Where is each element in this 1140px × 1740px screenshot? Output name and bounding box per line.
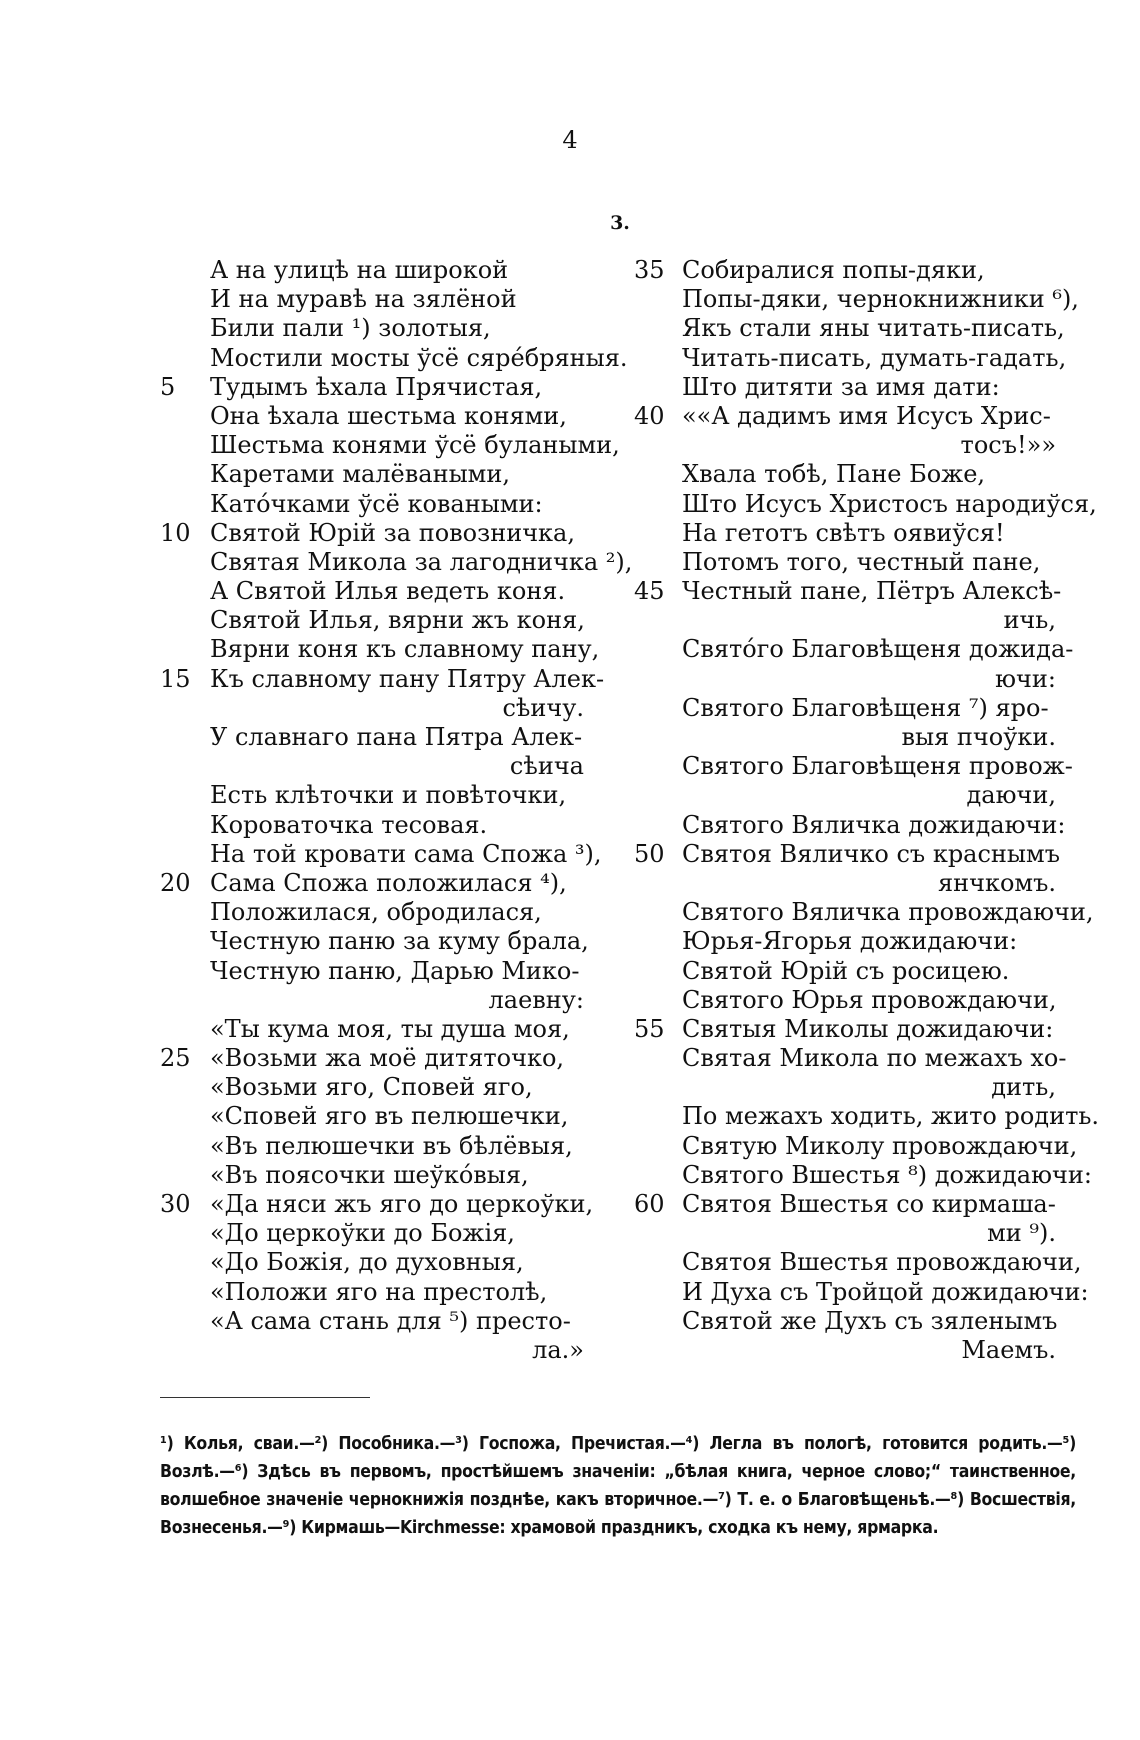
verse-line bbox=[630, 519, 1080, 548]
verse-line bbox=[630, 489, 1097, 519]
verse-line bbox=[630, 1102, 1100, 1131]
verse-text: ми ⁹). bbox=[987, 1219, 1056, 1248]
line-number: 5 bbox=[160, 372, 176, 401]
verse-line bbox=[160, 314, 600, 343]
verse-text: Мостили мосты ўсё сярéбряныя. bbox=[210, 343, 628, 372]
verse-text: Юрья-Ягорья дожидаючи: bbox=[682, 927, 1018, 956]
verse-text: Святóго Благовѣщеня дожида- bbox=[682, 635, 1074, 664]
verse-text: «До церкоўки до Божія, bbox=[210, 1219, 515, 1248]
verse-line bbox=[160, 1307, 600, 1336]
verse-line bbox=[160, 1073, 600, 1102]
verse-text: А Святой Илья ведеть коня. bbox=[210, 577, 566, 606]
verse-line bbox=[160, 1219, 600, 1248]
verse-text: Святого Юрья провождаючи, bbox=[682, 985, 1057, 1014]
verse-text: Святоя Вяличко съ краснымъ bbox=[682, 839, 1060, 868]
verse-text: «Положи яго на престолѣ, bbox=[210, 1277, 548, 1306]
verse-text: Святого Вяличка провождаючи, bbox=[682, 898, 1094, 927]
verse-line bbox=[630, 285, 1080, 314]
verse-text: тосъ!»» bbox=[960, 431, 1056, 460]
verse-text: И на муравѣ на зялёной bbox=[210, 285, 517, 314]
verse-line bbox=[630, 1073, 1080, 1102]
verse-text: А на улицѣ на широкой bbox=[210, 256, 509, 284]
verse-line bbox=[160, 1132, 600, 1161]
verse-line bbox=[160, 986, 600, 1015]
verse-line bbox=[630, 1307, 1080, 1336]
verse-text: лаевну: bbox=[488, 985, 584, 1014]
verse-line bbox=[160, 781, 600, 810]
verse-line bbox=[630, 694, 1080, 723]
verse-line bbox=[630, 665, 1080, 694]
verse-line bbox=[160, 460, 600, 489]
verse-text: Къ славному пану Пятру Алек- bbox=[210, 664, 605, 693]
verse-text: дить, bbox=[991, 1073, 1056, 1102]
line-number: 15 bbox=[160, 664, 191, 693]
verse-line bbox=[630, 986, 1080, 1015]
verse-text: Есть клѣточки и повѣточки, bbox=[210, 781, 567, 810]
verse-line bbox=[630, 460, 1080, 489]
verse-text: Святой Илья, вярни жъ коня, bbox=[210, 606, 585, 635]
verse-text: сѣичу. bbox=[502, 693, 584, 722]
verse-text: Честную паню за куму брала, bbox=[210, 927, 589, 956]
verse-text: Тудымъ ѣхала Прячистая, bbox=[210, 372, 543, 401]
verse-text: Каретами малёваными, bbox=[210, 460, 510, 489]
verse-line bbox=[630, 1160, 1092, 1190]
line-number: 60 bbox=[634, 1190, 665, 1218]
verse-line bbox=[160, 1248, 600, 1277]
verse-line bbox=[160, 373, 600, 402]
verse-line bbox=[630, 781, 1080, 810]
verse-text: Честную паню, Дарью Мико- bbox=[210, 956, 580, 985]
verse-text: «Да няси жъ яго до церкоўки, bbox=[210, 1190, 594, 1218]
verse-line bbox=[630, 1336, 1080, 1365]
verse-text: «Сповей яго въ пелюшечки, bbox=[210, 1102, 569, 1131]
verse-text: Святоя Вшестья провождаючи, bbox=[682, 1248, 1082, 1277]
line-number: 20 bbox=[160, 868, 191, 897]
verse-line bbox=[630, 1248, 1080, 1277]
line-number: 10 bbox=[160, 518, 191, 547]
verse-line bbox=[630, 314, 1080, 343]
line-number: 30 bbox=[160, 1190, 191, 1218]
page-number: 4 bbox=[562, 126, 578, 154]
verse-text: Короваточка тесовая. bbox=[210, 810, 488, 839]
verse-text: Шестьма конями ўсё булаными, bbox=[210, 431, 620, 460]
verse-text: Што дитяти за имя дати: bbox=[682, 372, 1000, 401]
verse-text: янчкомъ. bbox=[937, 868, 1056, 897]
verse-line bbox=[630, 431, 1080, 460]
verse-line bbox=[160, 811, 600, 840]
verse-line bbox=[160, 1044, 600, 1073]
verse-text: Святыя Миколы дожидаючи: bbox=[682, 1014, 1054, 1043]
verse-line bbox=[160, 256, 600, 285]
verse-line bbox=[160, 664, 605, 694]
line-number: 50 bbox=[634, 839, 665, 868]
verse-line bbox=[160, 694, 600, 723]
verse-line bbox=[160, 606, 600, 635]
verse-text: Святого Вшестья ⁸) дожидаючи: bbox=[682, 1160, 1092, 1189]
verse-text: Святоя Вшестья со кирмаша- bbox=[682, 1190, 1056, 1218]
verse-line bbox=[630, 752, 1080, 781]
verse-line bbox=[630, 723, 1080, 752]
verse-line bbox=[630, 548, 1080, 577]
verse-text: Святой Юрій съ росицею. bbox=[682, 956, 1010, 985]
verse-line bbox=[160, 898, 600, 927]
verse-line bbox=[630, 1132, 1080, 1161]
line-number: 35 bbox=[634, 256, 665, 284]
verse-line bbox=[160, 1015, 600, 1044]
verse-line bbox=[160, 1190, 600, 1219]
verse-text: Положилася, обродилася, bbox=[210, 898, 542, 927]
verse-line bbox=[160, 547, 633, 577]
verse-text: «Въ поясочки шеўкóвыя, bbox=[210, 1160, 529, 1189]
verse-text: На гетотъ свѣтъ оявиўся! bbox=[682, 518, 1005, 547]
verse-line bbox=[630, 927, 1080, 956]
verse-line bbox=[160, 431, 620, 460]
verse-line bbox=[630, 1015, 1080, 1044]
verse-line bbox=[630, 1044, 1080, 1073]
verse-text: «А сама стань для ⁵) престо- bbox=[210, 1306, 571, 1335]
verse-line bbox=[630, 606, 1080, 635]
verse-line bbox=[160, 1161, 600, 1190]
verse-text: «Возьми жа моё дитяточко, bbox=[210, 1044, 565, 1073]
verse-line bbox=[630, 811, 1080, 840]
footnotes: ¹) Колья, сваи.—²) Пособника.—³) Госпожа, Пречистая.—⁴) Легла въ пологѣ, готовится родить.—⁵) Возлѣ.—⁶) Здѣсь въ первомъ, простѣйшемъ значеніи: „бѣлая книга, черное слово;“ таинственное, волшебное значеніе чернокнижія позднѣе, какъ вторичное.—⁷) Т. е. о Благовѣщеньѣ.—⁸) Восшествія, Вознесенья.—⁹) Кирмашь—Kirchmesse: храмовой праздникъ, сходка къ нему, ярмарка. bbox=[160, 1434, 1076, 1538]
verse-text: Честный пане, Пётръ Алексѣ- bbox=[682, 577, 1062, 606]
verse-line bbox=[160, 285, 600, 314]
verse-text: Святую Миколу провождаючи, bbox=[682, 1131, 1078, 1160]
verse-line bbox=[630, 898, 1094, 927]
verse-text: Вярни коня къ славному пану, bbox=[210, 635, 600, 664]
verse-line bbox=[630, 402, 1080, 431]
verse-text: Сама Спожа положилася ⁴), bbox=[210, 868, 567, 897]
verse-line bbox=[160, 577, 600, 606]
left-column bbox=[160, 256, 633, 1365]
verse-line bbox=[160, 927, 600, 956]
verse-line bbox=[160, 840, 600, 869]
verse-line bbox=[160, 869, 600, 898]
verse-text: «До Божія, до духовныя, bbox=[210, 1248, 524, 1277]
verse-text: Святого Вяличка дожидаючи: bbox=[682, 810, 1066, 839]
verse-text: Читать-писать, думать-гадать, bbox=[682, 343, 1067, 372]
verse-text: «Ты кума моя, ты душа моя, bbox=[210, 1014, 570, 1043]
verse-line bbox=[160, 752, 600, 781]
line-number: 25 bbox=[160, 1044, 191, 1073]
verse-text: Попы-дяки, чернокнижники ⁶), bbox=[682, 285, 1079, 314]
verse-line bbox=[630, 840, 1080, 869]
verse-text: сѣича bbox=[509, 752, 584, 781]
verse-text: Собиралися попы-дяки, bbox=[682, 256, 985, 284]
verse-line bbox=[630, 344, 1080, 373]
verse-line bbox=[630, 869, 1080, 898]
verse-line bbox=[630, 1190, 1080, 1219]
verse-line bbox=[160, 490, 600, 519]
verse-line bbox=[160, 1336, 600, 1365]
verse-text: У славнаго пана Пятра Алек- bbox=[210, 723, 583, 751]
verse-text: даючи, bbox=[966, 781, 1056, 810]
verse-text: ««А дадимъ имя Исусъ Хрис- bbox=[682, 401, 1051, 430]
verse-line bbox=[160, 519, 600, 548]
verse-line bbox=[630, 577, 1080, 606]
verse-line bbox=[630, 635, 1080, 664]
verse-text: Якъ стали яны читать-писать, bbox=[682, 314, 1065, 343]
verse-line bbox=[160, 1278, 600, 1307]
verse-line bbox=[630, 957, 1080, 986]
verse-line bbox=[630, 373, 1080, 402]
verse-text: Потомъ того, честный пане, bbox=[682, 547, 1041, 576]
verse-text: Святого Благовѣщеня ⁷) яро- bbox=[682, 693, 1049, 722]
verse-line bbox=[160, 635, 600, 664]
verse-text: Што Исусъ Христосъ народиўся, bbox=[682, 489, 1097, 518]
line-number: 45 bbox=[634, 577, 665, 606]
verse-text: Святой Юрій за повозничка, bbox=[210, 518, 575, 547]
verse-text: Святого Благовѣщеня провож- bbox=[682, 752, 1073, 781]
verse-text: ючи: bbox=[995, 664, 1056, 693]
verse-text: По межахъ ходить, жито родить. bbox=[682, 1102, 1100, 1131]
verse-text: Били пали ¹) золотыя, bbox=[210, 314, 491, 343]
verse-text: ла.» bbox=[532, 1335, 584, 1364]
verse-line bbox=[630, 256, 1080, 285]
verse-text: Святой же Духъ съ зяленымъ bbox=[682, 1306, 1058, 1335]
verse-line bbox=[160, 957, 600, 986]
right-column bbox=[630, 256, 1100, 1365]
line-number: 40 bbox=[634, 401, 665, 430]
verse-text: Катóчками ўсё коваными: bbox=[210, 489, 543, 518]
footnote-divider bbox=[160, 1397, 370, 1398]
verse-text: Святая Микола по межахъ хо- bbox=[682, 1044, 1067, 1073]
verse-line bbox=[160, 402, 600, 431]
verse-text: выя пчоўки. bbox=[901, 723, 1056, 751]
verse-line bbox=[160, 343, 628, 373]
verse-text: «Въ пелюшечки въ бѣлёвыя, bbox=[210, 1131, 573, 1160]
verse-text: Святая Микола за лагодничка ²), bbox=[210, 547, 633, 576]
verse-line bbox=[160, 723, 600, 752]
section-number: 3. bbox=[610, 212, 630, 234]
line-number: 55 bbox=[634, 1014, 665, 1043]
verse-text: Хвала тобѣ, Пане Боже, bbox=[682, 460, 986, 489]
verse-line bbox=[630, 1219, 1080, 1248]
verse-text: И Духа съ Тройцой дожидаючи: bbox=[682, 1277, 1089, 1306]
verse-text: ичь, bbox=[1003, 606, 1056, 635]
verse-text: Маемъ. bbox=[961, 1335, 1056, 1364]
verse-text: На той кровати сама Спожа ³), bbox=[210, 839, 602, 868]
verse-text: Она ѣхала шестьма конями, bbox=[210, 401, 567, 430]
verse-line bbox=[160, 1102, 600, 1131]
verse-line bbox=[630, 1277, 1089, 1307]
verse-text: «Возьми яго, Сповей яго, bbox=[210, 1073, 533, 1102]
